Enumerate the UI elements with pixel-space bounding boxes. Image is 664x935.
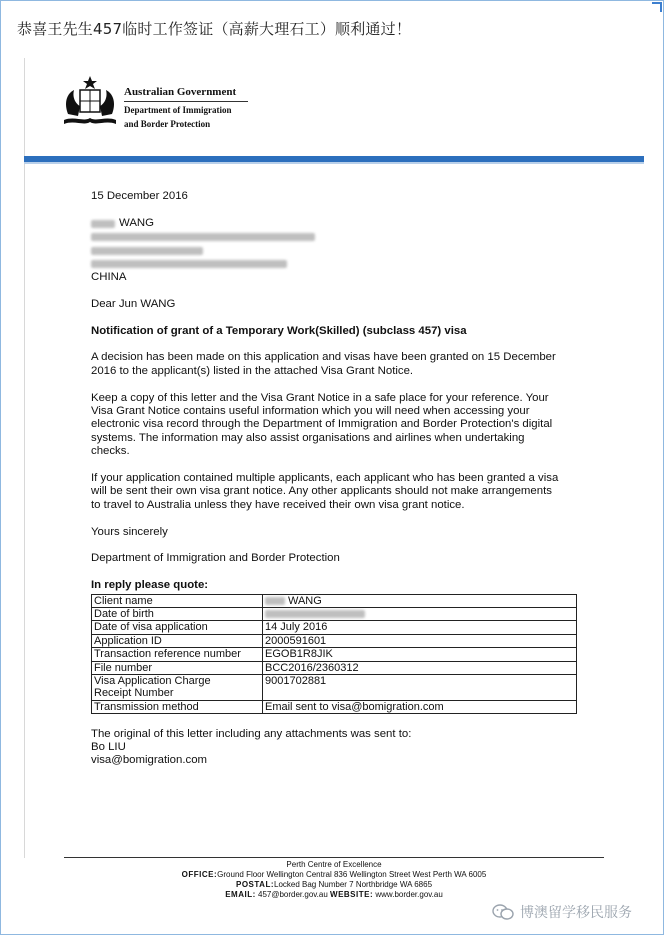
office-label: OFFICE: xyxy=(181,870,218,879)
address-line-1 xyxy=(91,231,581,244)
redacted-block xyxy=(91,233,315,241)
watermark-text: 博澳留学移民服务 xyxy=(520,905,632,921)
closing: Yours sincerely xyxy=(91,525,168,538)
dept-line-1: Department of Immigration xyxy=(124,105,232,115)
reply-title: In reply please quote: xyxy=(91,579,209,592)
table-row xyxy=(92,594,577,607)
footer-rule xyxy=(64,857,604,858)
table-value: 14 July 2016 xyxy=(263,621,577,634)
signatory: Department of Immigration and Border Protection xyxy=(91,552,340,565)
para1-line2: 2016 to the applicant(s) listed in the attached Visa Grant Notice. xyxy=(91,364,414,377)
redacted-block xyxy=(91,247,203,255)
postal-address: Locked Bag Number 7 Northbridge WA 6865 xyxy=(274,880,433,889)
recipient-name-line xyxy=(91,217,581,230)
table-value: Email sent to visa@bomigration.com xyxy=(263,700,577,713)
table-key: File number xyxy=(92,661,263,674)
website-address: www.border.gov.au xyxy=(373,890,443,899)
table-value: 9001702881 xyxy=(263,675,577,701)
table-row xyxy=(92,621,577,634)
website-label: WEBSITE: xyxy=(330,890,374,899)
table-row xyxy=(92,634,577,647)
watermark xyxy=(492,902,632,922)
para2-line4: systems. The information may also assist organisations and airlines when undertaking xyxy=(91,431,525,444)
header-bar-shadow xyxy=(24,162,644,164)
gov-logotype xyxy=(124,86,248,130)
table-key: Application ID xyxy=(92,634,263,647)
table-key: Date of visa application xyxy=(92,621,263,634)
para3-line3: to travel to Australia unless they have received their own visa grant notice. xyxy=(91,498,465,511)
table-value: BCC2016/2360312 xyxy=(263,661,577,674)
coat-of-arms-icon xyxy=(60,74,120,130)
para3-line1: If your application contained multiple applicants, each applicant who has been granted a visa xyxy=(91,471,559,484)
redacted-block xyxy=(91,260,287,268)
para2-line2: Visa Grant Notice contains useful information which you will need when accessing your xyxy=(91,404,530,417)
para2-line5: checks. xyxy=(91,445,130,458)
email-address: 457@border.gov.au xyxy=(255,890,331,899)
para3-line2: will be sent their own visa grant notice. Any other applicants should not make arrangements xyxy=(91,485,552,498)
redacted-block xyxy=(91,220,115,228)
para2-line1: Keep a copy of this letter and the Visa Grant Notice in a safe place for your reference. Your xyxy=(91,391,549,404)
recipient-country: CHINA xyxy=(91,270,127,283)
reference-table xyxy=(91,594,577,715)
letter-body xyxy=(91,190,581,768)
para1-line1: A decision has been made on this application and visas have been granted on 15 December xyxy=(91,351,556,364)
recipient-name: WANG xyxy=(119,217,155,230)
wechat-icon xyxy=(492,903,514,921)
email-label: EMAIL: xyxy=(225,890,256,899)
table-key: Transmission method xyxy=(92,700,263,713)
table-row xyxy=(92,700,577,713)
address-line-3 xyxy=(91,258,581,271)
footer-contact xyxy=(64,890,604,900)
page-edge-rule xyxy=(24,58,25,858)
redacted-block xyxy=(265,610,365,618)
letter-footer xyxy=(64,860,604,900)
office-address: Ground Floor Wellington Central 836 Wellington Street West Perth WA 6005 xyxy=(217,870,487,879)
table-value: EGOB1R8JIK xyxy=(263,648,577,661)
letter-date: 15 December 2016 xyxy=(91,190,188,202)
article-headline: 恭喜王先生457临时工作签证（高薪大理石工）顺利通过！ xyxy=(17,20,412,38)
table-row xyxy=(92,608,577,621)
dept-line-2: and Border Protection xyxy=(124,119,211,129)
footer-postal xyxy=(64,880,604,890)
table-row xyxy=(92,648,577,661)
table-key-line1: Visa Application Charge xyxy=(94,675,211,688)
letter-subject: Notification of grant of a Temporary Work(Skilled) (subclass 457) visa xyxy=(91,324,467,337)
footer-office xyxy=(64,870,604,880)
address-line-2 xyxy=(91,244,581,257)
para2-line3: electronic visa record through the Department of Immigration and Border Protection's digital xyxy=(91,418,553,431)
client-name-value: WANG xyxy=(288,594,322,607)
redacted-block xyxy=(265,597,285,605)
salutation: Dear Jun WANG xyxy=(91,297,176,310)
table-key: Transaction reference number xyxy=(92,648,263,661)
gov-title: Australian Government xyxy=(124,86,248,102)
table-value: 2000591601 xyxy=(263,634,577,647)
corner-marker xyxy=(652,2,662,12)
footer-centre: Perth Centre of Excellence xyxy=(286,860,382,869)
table-key xyxy=(92,675,263,701)
table-key: Client name xyxy=(92,594,263,607)
table-value xyxy=(263,608,577,621)
sent-to-line1: The original of this letter including any attachments was sent to: xyxy=(91,727,412,740)
table-row xyxy=(92,661,577,674)
table-row xyxy=(92,675,577,701)
postal-label: POSTAL: xyxy=(235,880,274,889)
table-value xyxy=(263,594,577,607)
table-key-line2: Receipt Number xyxy=(94,687,174,700)
table-key: Date of birth xyxy=(92,608,263,621)
sent-to-line2: Bo LIU xyxy=(91,741,126,754)
sent-to-line3: visa@bomigration.com xyxy=(91,754,208,767)
